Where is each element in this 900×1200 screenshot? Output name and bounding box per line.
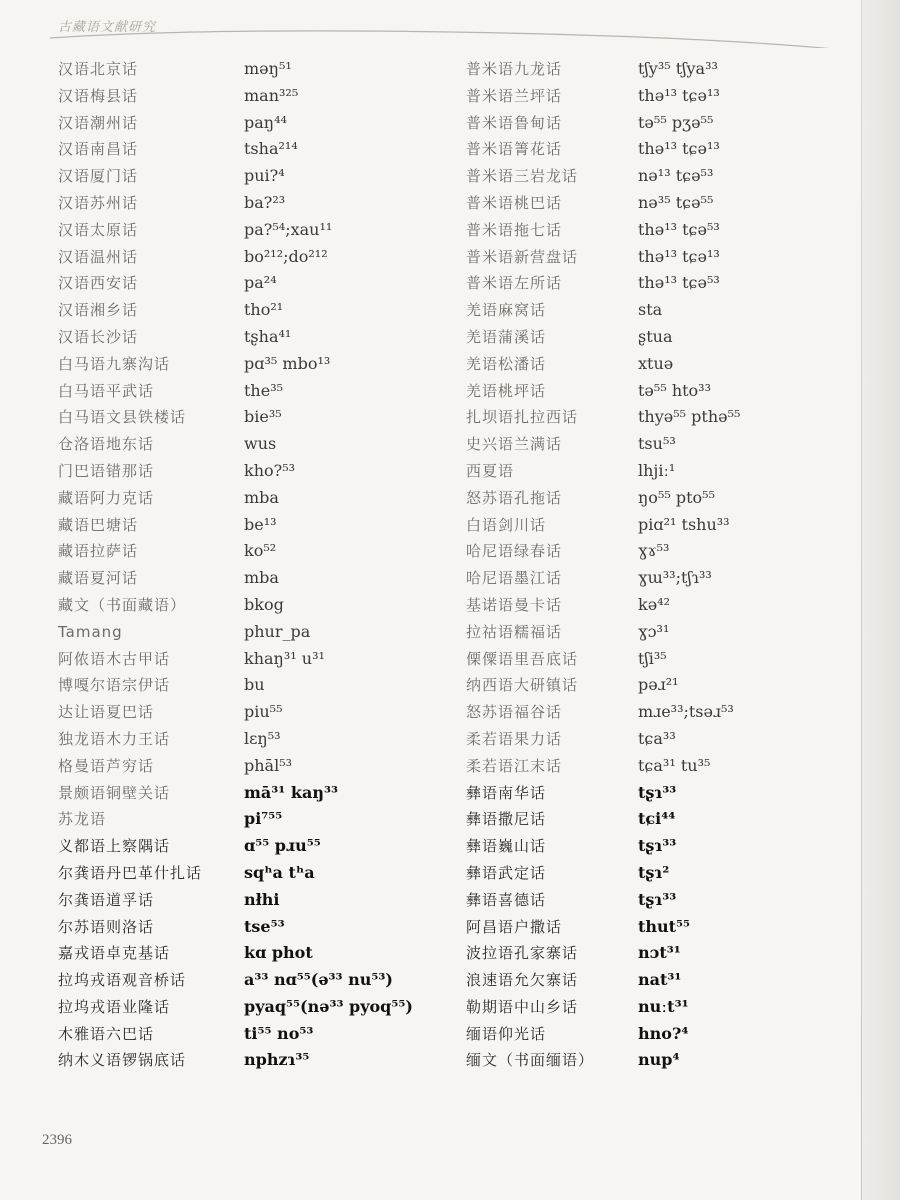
word-form: tʂha⁴¹ [244,326,292,346]
word-form: nat³¹ [638,970,682,990]
word-form: ʂtua [638,326,673,346]
language-name: 普米语拖七话 [466,220,563,239]
word-form: ŋo⁵⁵ pto⁵⁵ [638,487,715,507]
word-form: tə⁵⁵ hto³³ [638,380,712,400]
language-name: 汉语温州话 [58,247,139,266]
word-form: the³⁵ [244,380,284,400]
word-form: mɹe³³;tsəɹ⁵³ [638,702,734,722]
word-form: pyaq⁵⁵(nə³³ pyoq⁵⁵) [244,996,413,1016]
language-name: 景颇语铜壁关话 [58,783,171,802]
word-form: nə³⁵ tɕə⁵⁵ [638,192,714,212]
word-form: xtuə [638,353,674,373]
language-name: 扎坝语扎拉西话 [466,408,579,427]
word-form: pəɹ²¹ [638,675,679,695]
word-form: ɑ⁵⁵ pɹu⁵⁵ [244,836,321,856]
language-name: 嘉戎语卓克基话 [58,944,171,963]
word-form: tʂɿ² [638,862,670,882]
language-name: 藏语夏河话 [58,569,139,588]
language-name: 汉语南昌话 [58,140,139,159]
language-name: 怒苏语福谷话 [466,703,563,722]
language-name: 西夏语 [466,461,515,480]
word-form: nup⁴ [638,1050,680,1070]
language-name: 汉语厦门话 [58,167,139,186]
language-name: 白马语平武话 [58,381,155,400]
word-form: thut⁵⁵ [638,916,691,936]
word-form: thə¹³ tɕə¹³ [638,85,720,105]
word-form: nɔt³¹ [638,943,681,963]
language-name: 羌语蒲溪话 [466,327,547,346]
word-form: nphzɿ³⁵ [244,1050,310,1070]
word-form: thə¹³ tɕə⁵³ [638,219,720,239]
language-name: 白马语九寨沟话 [58,354,171,373]
language-name: 义都语上察隅话 [58,837,171,856]
language-name: 傈僳语里吾底话 [466,649,579,668]
language-name: 羌语桃坪话 [466,381,547,400]
word-form: ti⁵⁵ no⁵³ [244,1023,314,1043]
language-name: 白语剑川话 [466,515,547,534]
language-name: 苏龙语 [58,810,107,829]
word-form: ko⁵² [244,541,277,561]
language-name: 哈尼语绿春话 [466,542,563,561]
language-name: 哈尼语墨江话 [466,569,563,588]
word-form: tɕi⁴⁴ [638,809,676,829]
header-rule [50,8,850,48]
language-name: 彝语撒尼话 [466,810,547,829]
word-form: ɣɯ³³;tʃɿ³³ [638,568,712,588]
word-form: tʂɿ³³ [638,889,677,909]
language-name: 柔若语果力话 [466,729,563,748]
word-form: nə¹³ tɕə⁵³ [638,166,714,186]
language-name: 藏语阿力克话 [58,488,155,507]
word-form: ba?²³ [244,192,286,212]
word-form: pa?⁵⁴;xau¹¹ [244,219,333,239]
language-name: 彝语巍山话 [466,837,547,856]
word-form: tse⁵³ [244,916,285,936]
page-gutter-shadow [862,0,900,1200]
language-name: 彝语喜德话 [466,890,547,909]
language-name: 藏文（书面藏语） [58,595,187,614]
language-name: 普米语三岩龙话 [466,167,579,186]
word-form: kɑ phot [244,943,313,963]
right-word-forms [638,56,838,1074]
page-number: 2396 [42,1132,72,1148]
language-name: 羌语麻窝话 [466,301,547,320]
word-form: tʂɿ³³ [638,836,677,856]
word-form: sqʰa tʰa [244,862,315,882]
word-form: lhjiː¹ [638,460,676,480]
language-name: 阿侬语木古甲话 [58,649,171,668]
word-form: tsha²¹⁴ [244,139,298,159]
word-form: bu [244,675,265,695]
language-name: 彝语南华话 [466,783,547,802]
language-name: 藏语巴塘话 [58,515,139,534]
language-name: 缅文（书面缅语） [466,1051,595,1070]
running-title: 古藏语文献研究 [58,20,157,35]
language-name: 博嘎尔语宗伊话 [58,676,171,695]
language-name: 普米语桃巴话 [466,193,563,212]
word-form: tho²¹ [244,300,284,320]
left-language-names [58,56,238,1074]
word-form: tɕa³³ [638,728,676,748]
word-form: bkog [244,594,284,614]
language-name: 木雅语六巴话 [58,1024,155,1043]
word-form: ɣɤ⁵³ [638,541,670,561]
word-form: pa²⁴ [244,273,277,293]
word-form: khaŋ³¹ u³¹ [244,648,325,668]
language-name: 彝语武定话 [466,863,547,882]
language-name: 普米语鲁甸话 [466,113,563,132]
language-name: 汉语湘乡话 [58,301,139,320]
language-name: 汉语梅县话 [58,86,139,105]
language-name: 史兴语兰满话 [466,435,563,454]
word-form: tʃi³⁵ [638,648,667,668]
word-form: nłhi [244,889,280,909]
language-name: 普米语左所话 [466,274,563,293]
language-name: 怒苏语孔拖话 [466,488,563,507]
word-form: kə⁴² [638,594,670,614]
language-name: 波拉语孔家寨话 [466,944,579,963]
language-name: 汉语西安话 [58,274,139,293]
language-name: 白马语文县铁楼话 [58,408,187,427]
word-form: pui?⁴ [244,166,285,186]
word-form: mā³¹ kaŋ³³ [244,782,338,802]
language-name: 门巴语错那话 [58,461,155,480]
language-name: 普米语九龙话 [466,60,563,78]
word-form: wus [244,434,277,454]
word-form: thə¹³ tɕə¹³ [638,246,720,266]
language-name: 汉语太原话 [58,220,139,239]
word-form: tʃy³⁵ tʃya³³ [638,59,718,78]
left-word-forms [244,56,444,1074]
word-form: piu⁵⁵ [244,702,283,722]
word-form: pi⁷⁵⁵ [244,809,283,829]
language-name: 拉祜语糯福话 [466,622,563,641]
word-form: phāl⁵³ [244,755,293,775]
word-form: nuːt³¹ [638,996,689,1016]
word-form: hno?⁴ [638,1023,689,1043]
language-name: 普米语新营盘话 [466,247,579,266]
word-form: paŋ⁴⁴ [244,112,287,132]
word-form: tsu⁵³ [638,434,676,454]
language-name: 格曼语芦穷话 [58,756,155,775]
word-form: tə⁵⁵ pʒə⁵⁵ [638,112,714,132]
word-form: pɑ³⁵ mbo¹³ [244,353,331,373]
language-name: 汉语潮州话 [58,113,139,132]
word-form: kho?⁵³ [244,460,296,480]
running-header [50,8,850,48]
language-name: 汉语苏州话 [58,193,139,212]
language-name: 藏语拉萨话 [58,542,139,561]
word-form: lɛŋ⁵³ [244,728,281,748]
language-name: 达让语夏巴话 [58,703,155,722]
word-form: thə¹³ tɕə⁵³ [638,273,720,293]
word-form: man³²⁵ [244,85,299,105]
language-name: 尔龚语丹巴革什扎话 [58,863,203,882]
language-name: 拉坞戎语观音桥话 [58,971,187,990]
language-name: 尔苏语则洛话 [58,917,155,936]
language-name: Tamang [58,622,123,641]
language-name: 拉坞戎语业隆话 [58,997,171,1016]
language-name: 纳木义语锣锅底话 [58,1051,187,1070]
word-form: mba [244,568,279,588]
page-edge [861,0,862,1200]
language-name: 缅语仰光话 [466,1024,547,1043]
language-name: 基诺语曼卡话 [466,595,563,614]
language-name: 汉语北京话 [58,60,139,78]
word-form: məŋ⁵¹ [244,59,292,78]
word-form: mba [244,487,279,507]
word-form: sta [638,300,663,320]
word-form: piɑ²¹ tshu³³ [638,514,730,534]
language-name: 汉语长沙话 [58,327,139,346]
word-form: bie³⁵ [244,407,282,427]
language-name: 普米语兰坪话 [466,86,563,105]
language-name: 勒期语中山乡话 [466,997,579,1016]
language-name: 羌语松潘话 [466,354,547,373]
word-form: thə¹³ tɕə¹³ [638,139,720,159]
word-form: bo²¹²;do²¹² [244,246,328,266]
right-language-names [466,56,626,1074]
language-name: 普米语箐花话 [466,140,563,159]
language-name: 柔若语江末话 [466,756,563,775]
word-form: thyə⁵⁵ pthə⁵⁵ [638,407,741,427]
language-name: 纳西语大研镇话 [466,676,579,695]
word-form: tʂɿ³³ [638,782,677,802]
language-name: 阿昌语户撒话 [466,917,563,936]
language-name: 独龙语木力王话 [58,729,171,748]
word-form: tɕa³¹ tu³⁵ [638,755,711,775]
language-name: 仓洛语地东话 [58,435,155,454]
word-form: phur_pa [244,621,311,641]
word-form: ɣɔ³¹ [638,621,670,641]
language-name: 尔龚语道孚话 [58,890,155,909]
word-form: a³³ nɑ⁵⁵(ə³³ nu⁵³) [244,970,393,990]
word-form: be¹³ [244,514,277,534]
language-name: 浪速语允欠寨话 [466,971,579,990]
